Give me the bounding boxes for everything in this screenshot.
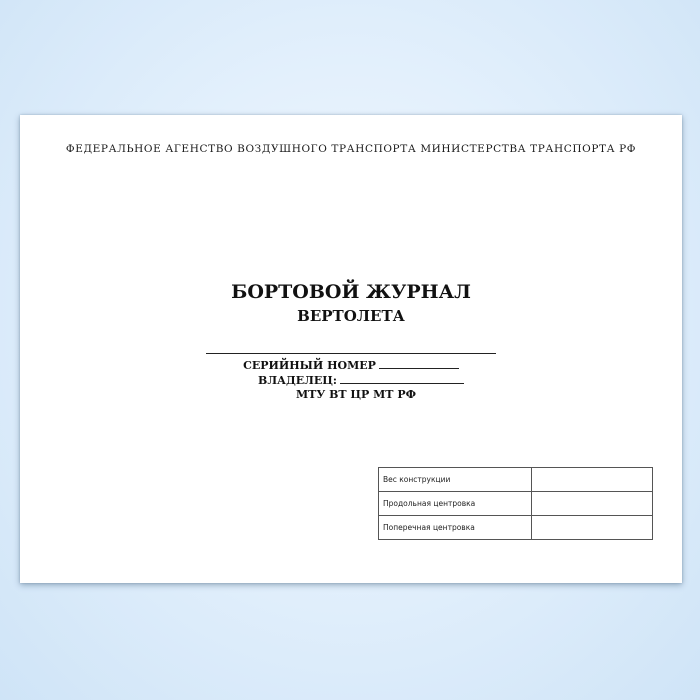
row-value: [532, 492, 653, 516]
serial-number-label: СЕРИЙНЫЙ НОМЕР: [243, 359, 376, 372]
row-label: Поперечная центровка: [379, 516, 532, 540]
owner-blank: [340, 373, 464, 384]
serial-number-blank: [379, 358, 459, 369]
agency-header: ФЕДЕРАЛЬНОЕ АГЕНСТВО ВОЗДУШНОГО ТРАНСПОРТА МИНИСТЕРСТВА ТРАНСПОРТА РФ: [65, 143, 637, 155]
parameters-table: [378, 467, 653, 540]
table-row: [379, 516, 653, 540]
logbook-cover-sheet: [20, 115, 682, 583]
row-label: Продольная центровка: [379, 492, 532, 516]
document-title: БОРТОВОЙ ЖУРНАЛ: [231, 281, 471, 303]
aircraft-type-blank-line: [206, 353, 496, 354]
row-value: [532, 516, 653, 540]
serial-number-field: [20, 358, 682, 372]
row-value: [532, 468, 653, 492]
authority-line: МТУ ВТ ЦР МТ РФ: [295, 388, 417, 401]
row-label: Вес конструкции: [379, 468, 532, 492]
table-row: [379, 492, 653, 516]
table-row: [379, 468, 653, 492]
owner-label: ВЛАДЕЛЕЦ:: [258, 374, 337, 387]
owner-field: [20, 373, 682, 387]
document-subtitle: ВЕРТОЛЕТА: [297, 307, 405, 325]
